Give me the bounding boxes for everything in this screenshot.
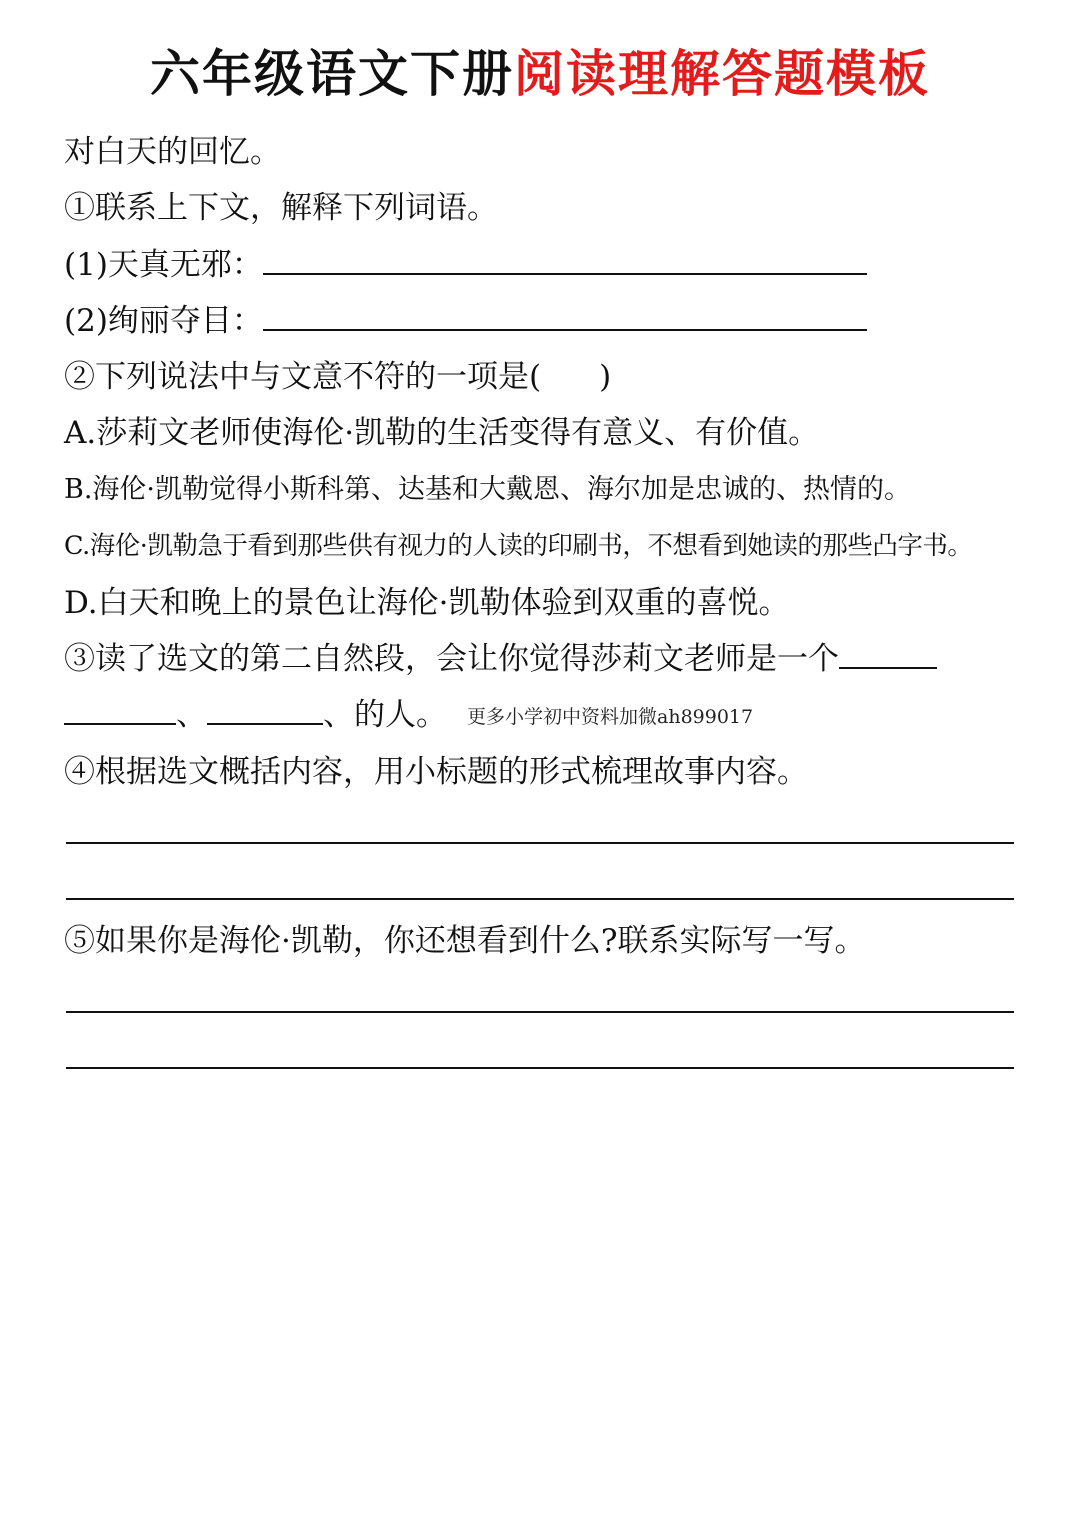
question-1-item-2-label: (2)绚丽夺目： <box>64 303 263 339</box>
question-1-item-1 <box>64 243 867 287</box>
answer-blank-3-2[interactable] <box>207 693 323 725</box>
question-2 <box>64 355 611 399</box>
question-1-item-1-label: (1)天真无邪： <box>64 247 263 283</box>
option-d: D.白天和晚上的景色让海伦·凯勒体验到双重的喜悦。 <box>64 585 790 621</box>
answer-blank-3-1a[interactable] <box>839 637 937 669</box>
intro-text: 对白天的回忆。 <box>64 134 281 170</box>
question-2-text: ②下列说法中与文意不符的一项是( <box>64 359 542 395</box>
answer-line-4-1[interactable] <box>66 842 1014 844</box>
question-3-text: ③读了选文的第二自然段，会让你觉得莎莉文老师是一个 <box>64 641 839 677</box>
question-3 <box>64 637 937 681</box>
question-1-item-2 <box>64 299 867 343</box>
title-red-part: 阅读理解答题模板 <box>514 45 930 103</box>
option-b: B.海伦·凯勒觉得小斯科第、达基和大戴恩、海尔加是忠诚的、热情的。 <box>64 474 912 505</box>
answer-blank-1-2[interactable] <box>263 299 867 331</box>
answer-line-5-2[interactable] <box>66 1067 1014 1069</box>
resource-note: 更多小学初中资料加微ah899017 <box>467 705 754 728</box>
answer-line-5-1[interactable] <box>66 1011 1014 1013</box>
answer-blank-1-1[interactable] <box>263 243 867 275</box>
question-3-separator: 、 <box>176 697 207 733</box>
question-3-continued <box>64 693 753 739</box>
question-1: ①联系上下文，解释下列词语。 <box>64 190 498 226</box>
answer-line-4-2[interactable] <box>66 898 1014 900</box>
title-black-part: 六年级语文下册 <box>150 45 514 103</box>
answer-blank-3-1b[interactable] <box>64 693 176 725</box>
option-a: A.莎莉文老师使海伦·凯勒的生活变得有意义、有价值。 <box>64 415 820 451</box>
option-c: C.海伦·凯勒急于看到那些供有视力的人读的印刷书，不想看到她读的那些凸字书。 <box>64 531 973 561</box>
question-2-close-paren: ) <box>599 359 612 395</box>
question-4: ④根据选文概括内容，用小标题的形式梳理故事内容。 <box>64 754 808 790</box>
question-3-end: 、的人。 <box>323 697 447 733</box>
page-title <box>0 38 1080 110</box>
question-5: ⑤如果你是海伦·凯勒，你还想看到什么?联系实际写一写。 <box>64 923 866 959</box>
